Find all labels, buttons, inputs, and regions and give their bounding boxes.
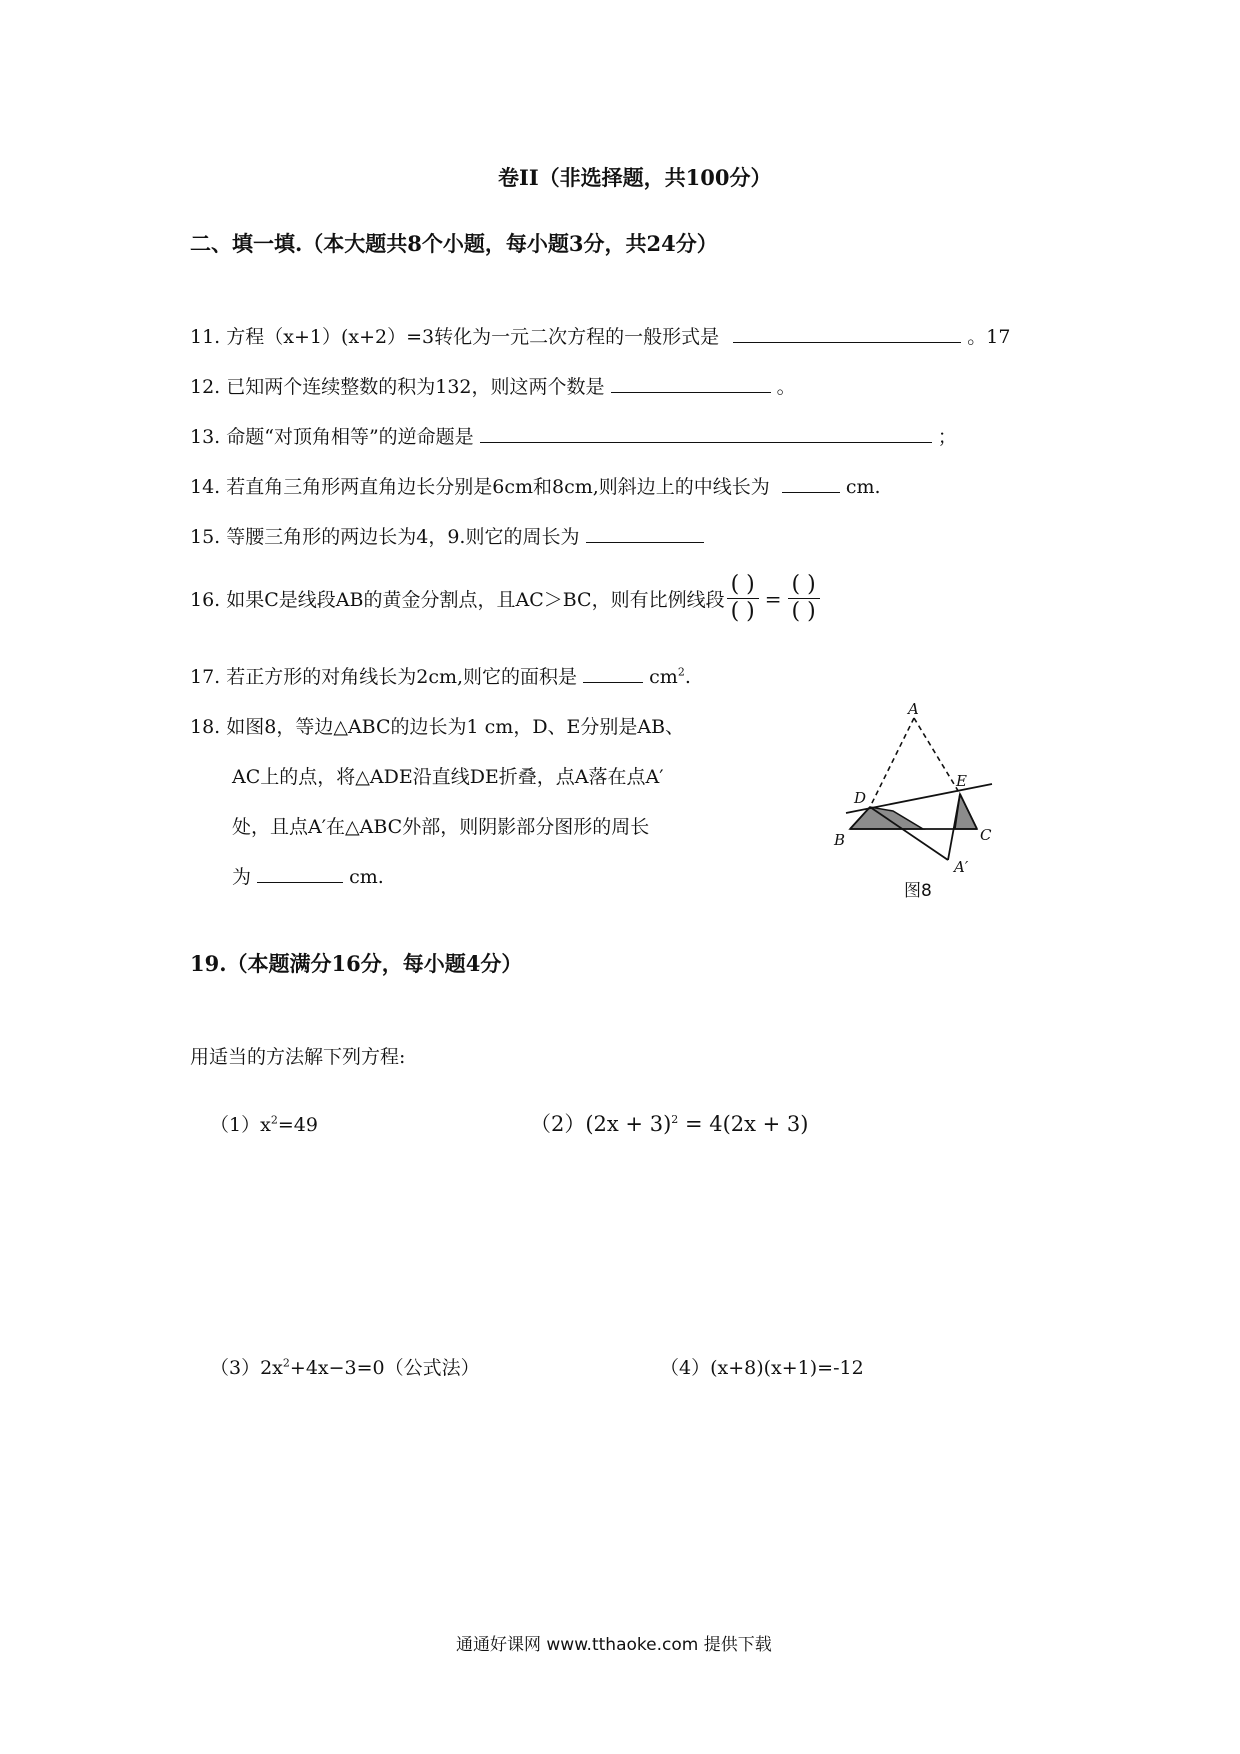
equals-sign: = (764, 586, 782, 611)
q19-part3-pre: （3）2x (210, 1357, 283, 1379)
label-c: C (980, 826, 992, 844)
fraction-left-denominator: ( ) (730, 599, 755, 624)
question-18-line4 (232, 862, 384, 889)
question-13-text: 13. 命题“对顶角相等”的逆命题是 (190, 426, 474, 448)
footer-source[interactable]: 通通好课网 www.tthaoke.com 提供下载 (456, 1635, 772, 1655)
question-11-tail: 。17 (967, 326, 1011, 348)
question-18-line2: AC上的点，将△ADE沿直线DE折叠，点A落在点A′ (232, 766, 664, 788)
question-18-line4-post: cm. (349, 866, 384, 888)
part2-header: 二、填一填.（本大题共8个小题，每小题3分，共24分） (190, 231, 718, 256)
question-15 (190, 522, 704, 549)
fraction-right[interactable] (788, 572, 820, 625)
label-d: D (854, 789, 867, 807)
answer-blank-13[interactable] (480, 422, 932, 443)
q19-part1 (210, 1110, 318, 1137)
q19-part2-pre: （2）(2x + 3) (530, 1112, 672, 1136)
answer-blank-17[interactable] (583, 662, 643, 683)
fold-edge-d-aprime (870, 807, 948, 860)
q19-part3-sup: 2 (282, 1356, 290, 1370)
fraction-left-numerator: ( ) (730, 572, 755, 597)
question-12-tail: 。 (776, 376, 796, 398)
q19-part2-post: = 4(2x + 3) (678, 1112, 809, 1136)
label-a-prime: A′ (954, 858, 969, 876)
dashed-ad (870, 718, 914, 807)
question-16-text: 16. 如果C是线段AB的黄金分割点，且AC＞BC，则有比例线段 (190, 589, 725, 611)
question-18-line4-pre: 为 (232, 866, 252, 888)
question-18-line1: 18. 如图8，等边△ABC的边长为1 cm，D、E分别是AB、 (190, 716, 685, 738)
question-17-sup: 2 (677, 665, 685, 679)
figure-8-caption: 图8 (904, 881, 932, 900)
question-11 (190, 322, 1010, 349)
question-17 (190, 662, 691, 689)
fraction-right-denominator: ( ) (791, 599, 816, 624)
q19-part4: （4）(x+8)(x+1)=-12 (660, 1357, 864, 1379)
question-17-tail: . (684, 666, 691, 688)
question-12 (190, 372, 796, 399)
q19-part1-sup: 2 (270, 1113, 278, 1127)
q19-part2-sup: 2 (671, 1113, 679, 1126)
answer-blank-15[interactable] (586, 522, 704, 543)
answer-blank-12[interactable] (611, 372, 771, 393)
figure-8-diagram (830, 700, 1010, 900)
question-17-text: 17. 若正方形的对角线长为2cm,则它的面积是 (190, 666, 578, 688)
answer-blank-11[interactable] (733, 322, 961, 343)
question-17-unit: cm (649, 666, 678, 688)
label-b: B (834, 831, 846, 849)
q19-instruction: 用适当的方法解下列方程: (190, 1046, 406, 1068)
dashed-ae (914, 718, 960, 794)
fraction-right-numerator: ( ) (791, 572, 816, 597)
question-13-tail: ； (937, 426, 957, 448)
question-16 (190, 572, 822, 625)
question-14 (190, 472, 881, 499)
q19-part1-pre: （1）x (210, 1114, 271, 1136)
q19-part3 (210, 1353, 480, 1380)
question-15-text: 15. 等腰三角形的两边长为4，9.则它的周长为 (190, 526, 580, 548)
question-18-line3: 处，且点A′在△ABC外部，则阴影部分图形的周长 (232, 816, 650, 838)
question-11-text: 11. 方程（x+1）(x+2）=3转化为一元二次方程的一般形式是 (190, 326, 720, 348)
question-14-text: 14. 若直角三角形两直角边长分别是6cm和8cm,则斜边上的中线长为 (190, 476, 770, 498)
question-12-text: 12. 已知两个连续整数的积为132，则这两个数是 (190, 376, 605, 398)
section-title: 卷II（非选择题，共100分） (498, 165, 772, 190)
answer-blank-14[interactable] (782, 472, 840, 493)
fraction-left[interactable] (727, 572, 759, 625)
fold-line-de (846, 784, 992, 813)
q19-part3-post: +4x−3=0（公式法） (289, 1357, 480, 1379)
label-e: E (956, 772, 967, 790)
label-a: A (908, 700, 919, 718)
question-14-tail: cm. (845, 476, 881, 498)
question-13 (190, 422, 957, 449)
q19-part1-post: =49 (277, 1114, 318, 1136)
q19-header: 19.（本题满分16分，每小题4分） (190, 951, 523, 976)
answer-blank-18[interactable] (257, 862, 343, 883)
q19-part2 (530, 1108, 808, 1138)
